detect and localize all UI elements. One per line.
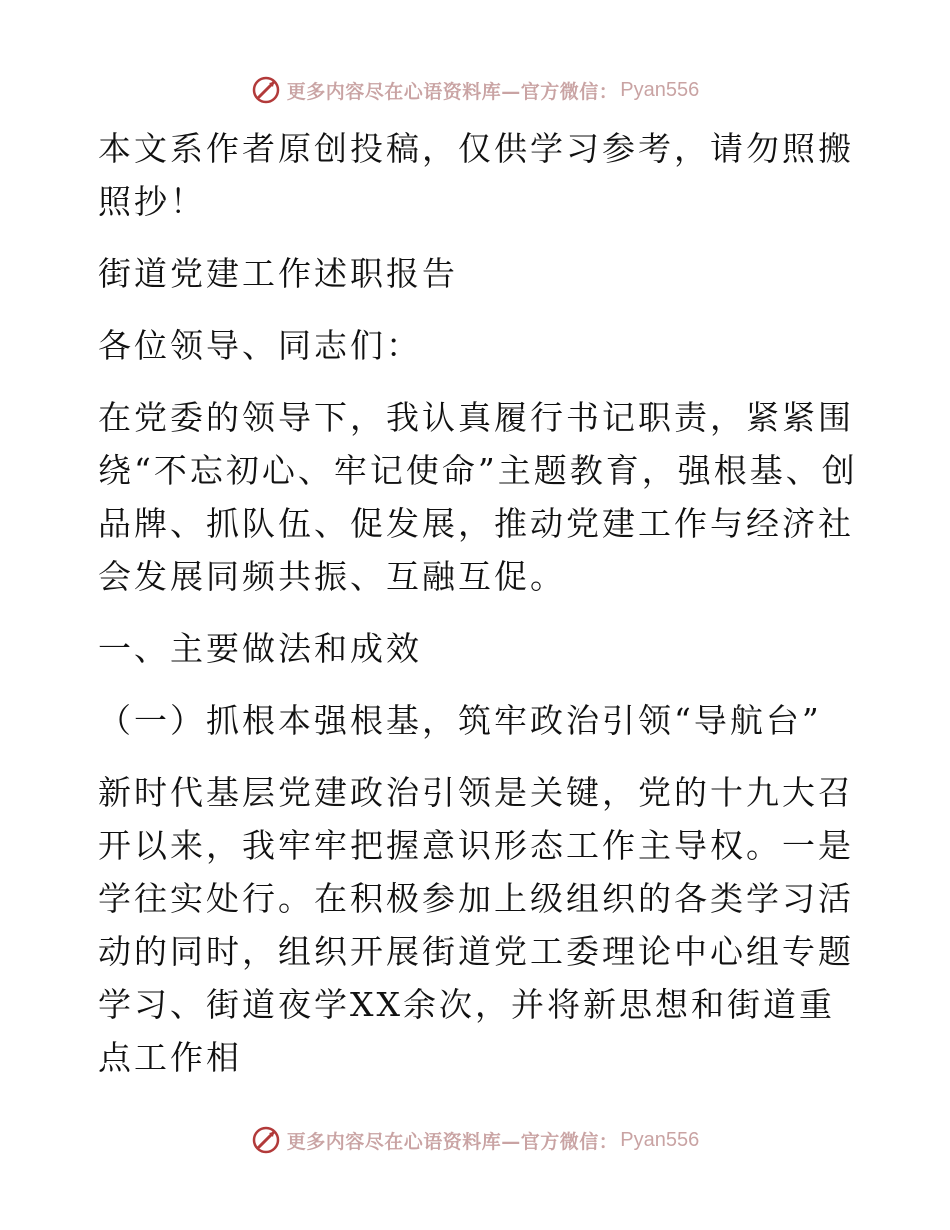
- footer-wechat-id: Pyan556: [620, 1128, 700, 1151]
- intro-paragraph: 在党委的领导下，我认真履行书记职责，紧紧围绕“不忘初心、牢记使命”主题教育，强根基、创品牌、抓队伍、促发展，推动党建工作与经济社会发展同频共振、互融互促。: [98, 398, 858, 596]
- document-body: [98, 122, 858, 1103]
- footer-banner-text: 更多内容尽在心语资料库—官方微信：: [286, 1130, 619, 1153]
- salutation: 各位领导、同志们：: [98, 326, 422, 365]
- header-banner-text: 更多内容尽在心语资料库—官方微信：: [286, 80, 619, 103]
- logo-icon: [251, 1125, 281, 1155]
- subsection-heading: （一）抓根本强根基，筑牢政治引领“导航台”: [98, 701, 822, 740]
- logo-icon: [251, 75, 281, 105]
- footer-banner: [0, 1120, 950, 1160]
- header-banner: [0, 70, 950, 110]
- body-paragraph: 新时代基层党建政治引领是关键，党的十九大召开以来，我牢牢把握意识形态工作主导权。一是学往实处行。在积极参加上级组织的各类学习活动的同时，组织开展街道党工委理论中心组专题学习、街道夜学XX余次，并将新思想和街道重点工作相: [98, 773, 854, 1077]
- document-title: 街道党建工作述职报告: [98, 254, 458, 293]
- section-heading: 一、主要做法和成效: [98, 629, 422, 668]
- disclaimer-paragraph: 本文系作者原创投稿，仅供学习参考，请勿照搬照抄！: [98, 129, 854, 221]
- header-wechat-id: Pyan556: [620, 78, 700, 101]
